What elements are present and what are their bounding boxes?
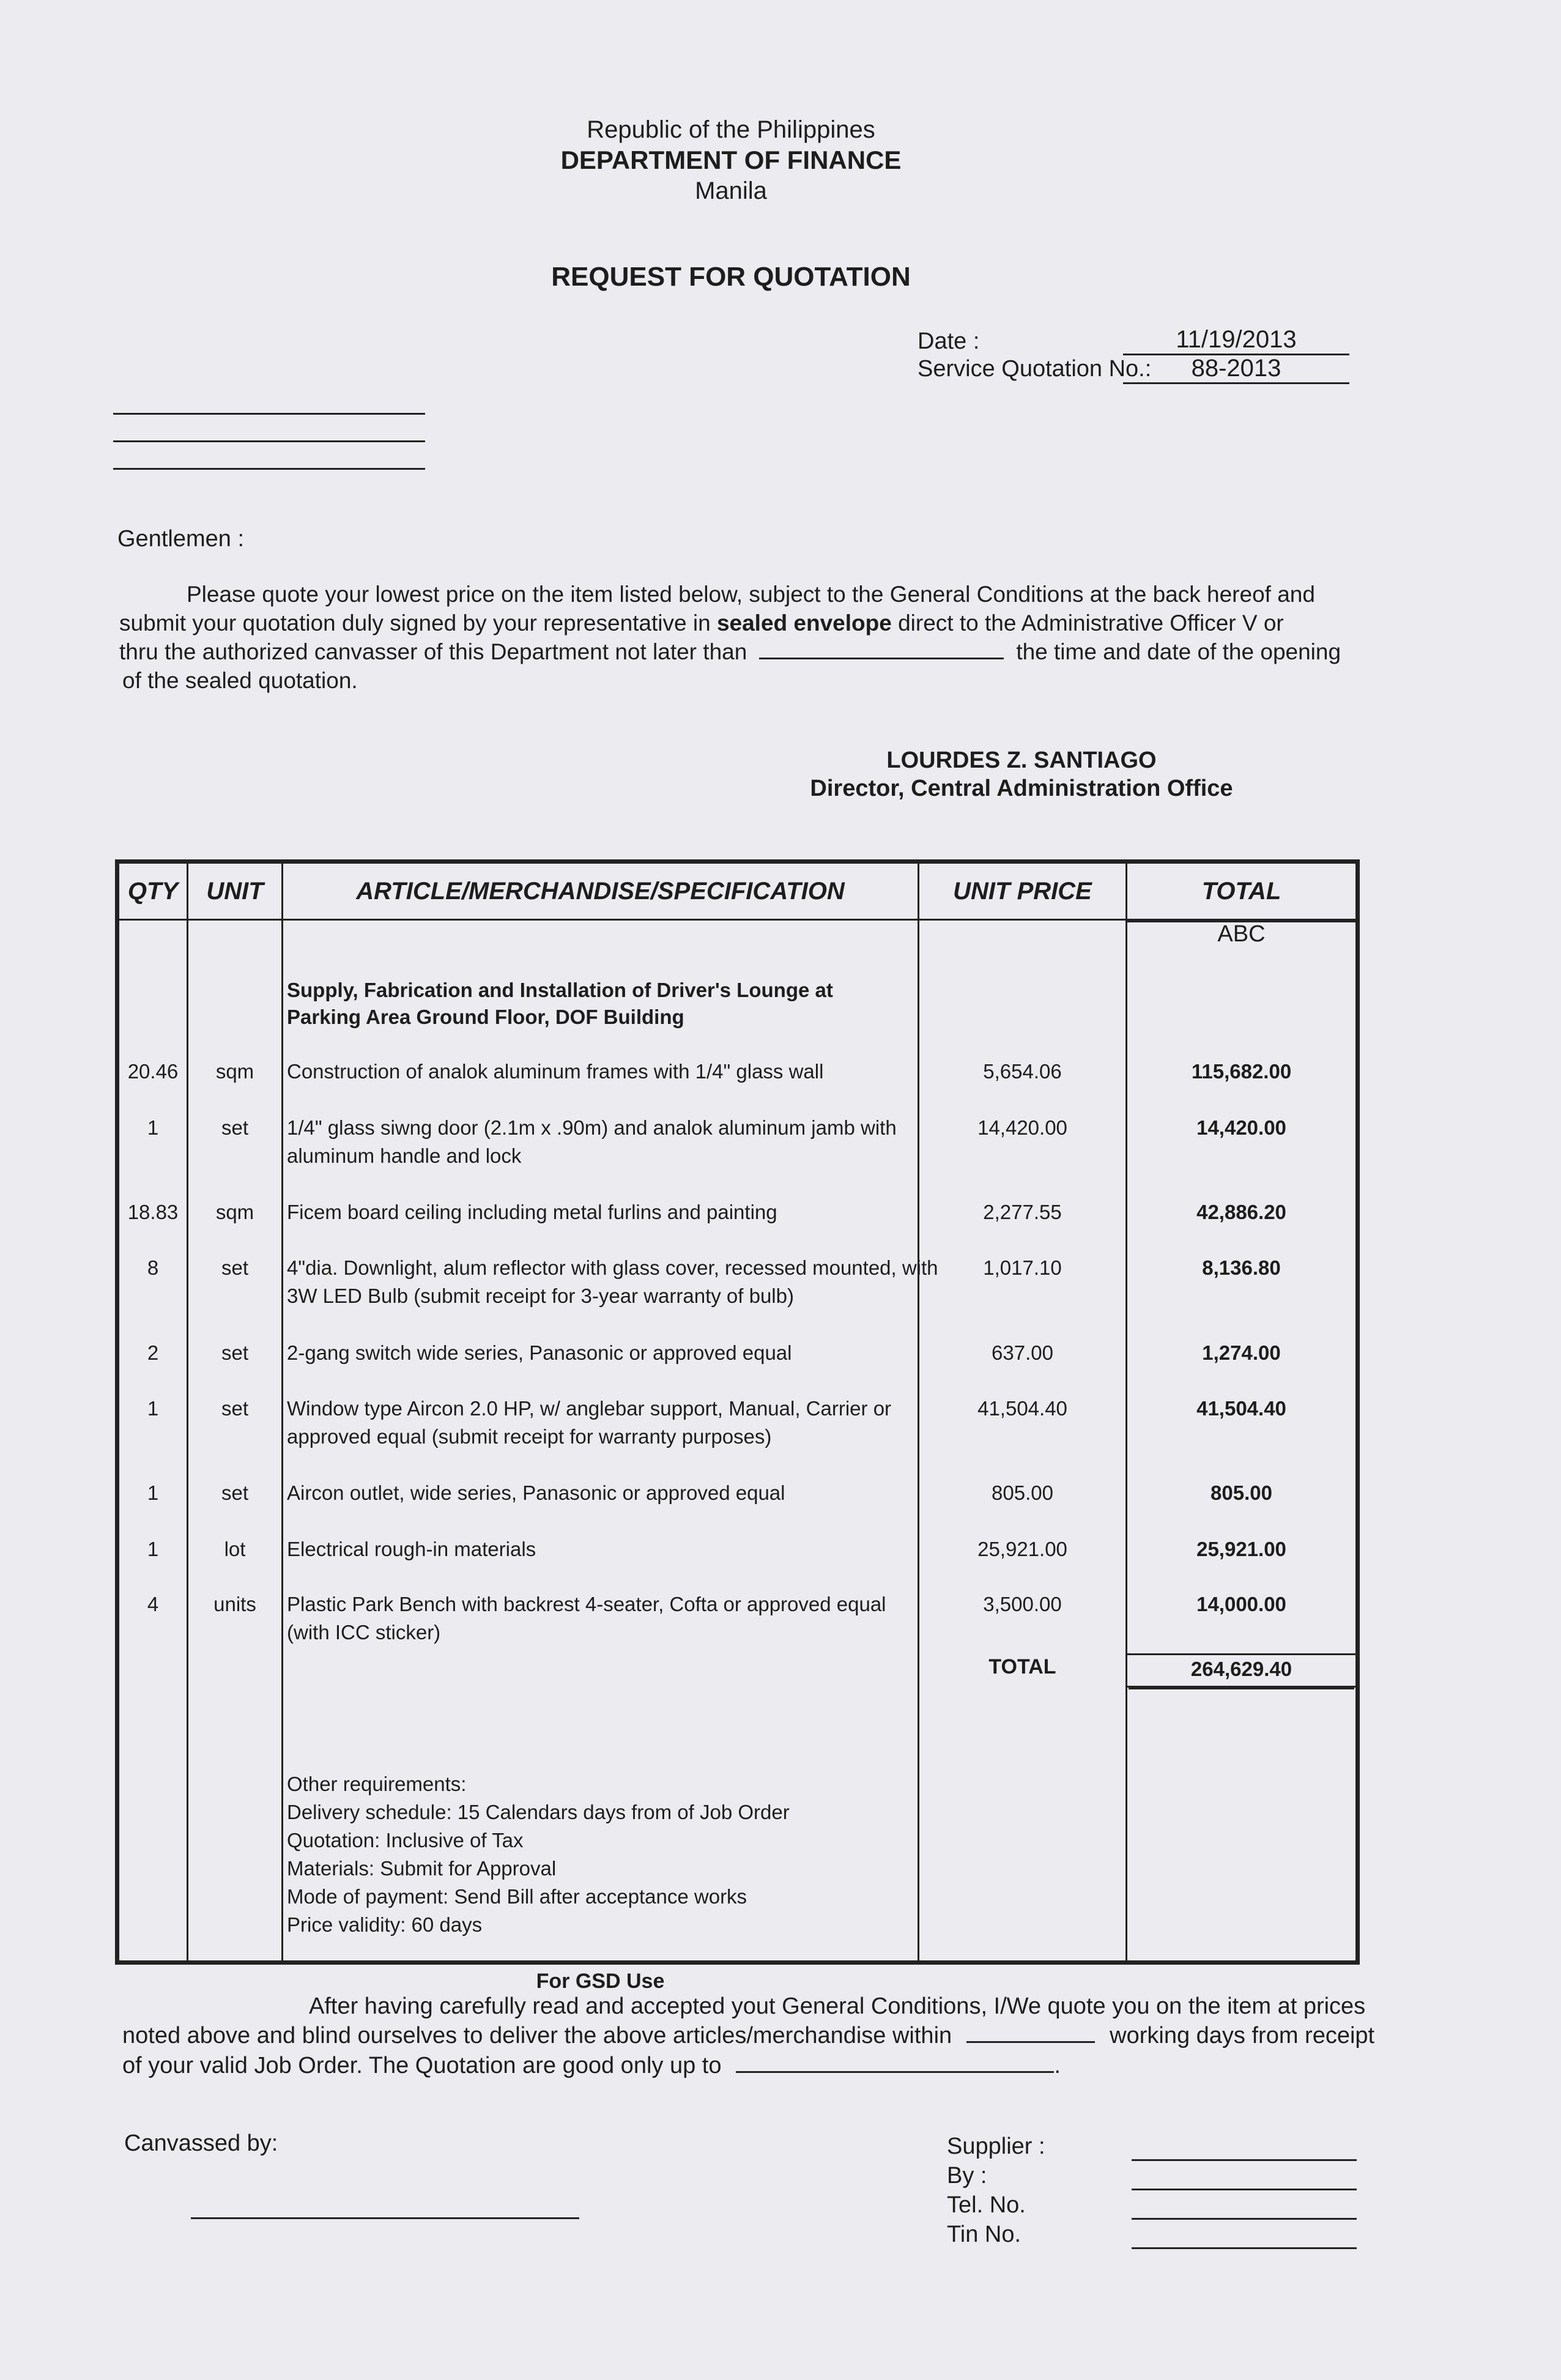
- gsd-use-label: For GSD Use: [536, 1970, 665, 1993]
- unit-price-column: [919, 920, 1127, 1963]
- item-total: 25,921.00: [1196, 1538, 1286, 1560]
- other-req-line: Delivery schedule: 15 Calendars days from of Job Order: [287, 1801, 790, 1823]
- quotation-no-label: Service Quotation No.:: [918, 356, 1152, 382]
- instructions-text: thru the authorized canvasser of this Department not later than: [119, 639, 747, 664]
- item-unit: set: [221, 1341, 249, 1364]
- other-req-line: Price validity: 60 days: [287, 1913, 483, 1936]
- tel-line: [1132, 2218, 1357, 2220]
- item-qty: 4: [147, 1593, 159, 1615]
- total-column: [1127, 920, 1358, 1963]
- item-description: Construction of analok aluminum frames with 1/4" glass wall: [287, 1060, 824, 1083]
- item-unit-price: 805.00: [992, 1481, 1053, 1504]
- acceptance-text: working days from receipt: [1110, 2023, 1375, 2048]
- instructions-text: direct to the Administrative Officer V or: [891, 610, 1284, 636]
- item-unit: units: [213, 1593, 256, 1615]
- total-label: TOTAL: [988, 1655, 1056, 1678]
- supplier-label: Supplier :: [947, 2133, 1045, 2159]
- address-line-1: [113, 413, 425, 415]
- canvasser-signature-line: [191, 2217, 579, 2219]
- header-unit: UNIT: [188, 862, 283, 920]
- quotation-no-value: 88-2013: [1123, 355, 1349, 384]
- item-qty: 1: [147, 1481, 159, 1504]
- header-department: DEPARTMENT OF FINANCE: [560, 146, 902, 174]
- item-description-cont: aluminum handle and lock: [287, 1144, 522, 1167]
- instructions-line-3: [119, 637, 1341, 666]
- item-unit: set: [221, 1256, 249, 1279]
- grand-total: 264,629.40: [1125, 1653, 1357, 1688]
- unit-column: [188, 920, 283, 1963]
- item-qty: 1: [147, 1116, 159, 1139]
- signatory-title: Director, Central Administration Office: [810, 776, 1233, 801]
- document-title: REQUEST FOR QUOTATION: [551, 262, 911, 292]
- item-qty: 18.83: [127, 1201, 179, 1223]
- item-total: 805.00: [1211, 1481, 1272, 1504]
- item-total: 14,000.00: [1196, 1593, 1286, 1615]
- item-total: 1,274.00: [1202, 1341, 1281, 1364]
- acceptance-line-1: After having carefully read and accepted yout General Conditions, I/We quote you on the item at prices: [309, 1993, 1366, 2019]
- total-header-divider: [1125, 921, 1357, 922]
- signatory-name: LOURDES Z. SANTIAGO: [886, 747, 1157, 773]
- tin-label: Tin No.: [947, 2222, 1022, 2247]
- item-description: 4"dia. Downlight, alum reflector with glass cover, recessed mounted, with: [287, 1256, 938, 1279]
- instructions-line-4: of the sealed quotation.: [122, 668, 358, 693]
- instructions-line-2: [119, 609, 1284, 637]
- validity-blank: [736, 2053, 1054, 2073]
- item-qty: 1: [147, 1538, 159, 1560]
- item-total: 8,136.80: [1202, 1256, 1281, 1279]
- by-line: [1132, 2189, 1357, 2190]
- item-description-cont: 3W LED Bulb (submit receipt for 3-year warranty of bulb): [287, 1285, 794, 1307]
- acceptance-text: of your valid Job Order. The Quotation are good only up to: [122, 2053, 722, 2078]
- other-req-line: Mode of payment: Send Bill after acceptance works: [287, 1885, 747, 1908]
- header-city: Manila: [695, 177, 767, 204]
- item-qty: 2: [147, 1341, 159, 1364]
- acceptance-text: .: [1054, 2053, 1061, 2078]
- deadline-blank: [759, 639, 1004, 659]
- header-spec: ARTICLE/MERCHANDISE/SPECIFICATION: [283, 862, 919, 920]
- date-value: 11/19/2013: [1123, 326, 1349, 355]
- item-unit: sqm: [215, 1060, 254, 1083]
- item-description: Ficem board ceiling including metal furlins and painting: [287, 1201, 777, 1223]
- sealed-envelope-emphasis: sealed envelope: [716, 610, 892, 636]
- item-total: 41,504.40: [1196, 1397, 1286, 1420]
- item-unit-price: 1,017.10: [983, 1256, 1062, 1279]
- instructions-text: the time and date of the opening: [1016, 639, 1341, 664]
- item-unit-price: 637.00: [992, 1341, 1053, 1364]
- item-description-cont: (with ICC sticker): [287, 1621, 441, 1644]
- item-description: Aircon outlet, wide series, Panasonic or approved equal: [287, 1481, 785, 1504]
- item-unit: sqm: [215, 1201, 254, 1223]
- item-unit: set: [221, 1397, 249, 1420]
- qty-column: [117, 920, 188, 1963]
- tel-label: Tel. No.: [947, 2192, 1026, 2218]
- other-req-line: Quotation: Inclusive of Tax: [287, 1829, 524, 1852]
- acceptance-line-3: [122, 2050, 1061, 2081]
- item-total: 14,420.00: [1196, 1116, 1286, 1139]
- instructions-line-1: Please quote your lowest price on the item listed below, subject to the General Conditions at the back hereof and: [187, 582, 1315, 607]
- spec-column: [283, 920, 938, 1993]
- item-unit: set: [221, 1116, 249, 1139]
- item-unit-price: 2,277.55: [983, 1201, 1062, 1223]
- item-description: 2-gang switch wide series, Panasonic or approved equal: [287, 1341, 792, 1364]
- acceptance-line-2: [122, 2020, 1374, 2051]
- item-unit: set: [221, 1481, 249, 1504]
- address-line-2: [113, 440, 425, 442]
- delivery-days-blank: [966, 2023, 1095, 2043]
- item-description-cont: approved equal (submit receipt for warranty purposes): [287, 1425, 772, 1448]
- item-unit-price: 41,504.40: [977, 1397, 1067, 1420]
- item-qty: 20.46: [127, 1060, 179, 1083]
- item-description: Electrical rough-in materials: [287, 1538, 536, 1560]
- instructions-text: submit your quotation duly signed by your representative in: [119, 610, 717, 636]
- acceptance-text: noted above and blind ourselves to deliver the above articles/merchandise within: [122, 2023, 952, 2048]
- by-label: By :: [947, 2163, 987, 2189]
- tin-line: [1132, 2247, 1357, 2249]
- item-unit-price: 5,654.06: [983, 1060, 1062, 1083]
- canvassed-by-label: Canvassed by:: [124, 2130, 278, 2156]
- other-req-line: Materials: Submit for Approval: [287, 1857, 557, 1880]
- project-title-line-2: Parking Area Ground Floor, DOF Building: [287, 1006, 684, 1028]
- header-unit-price: UNIT PRICE: [919, 862, 1127, 920]
- item-unit-price: 14,420.00: [977, 1116, 1067, 1139]
- project-title-line-1: Supply, Fabrication and Installation of Driver's Lounge at: [287, 979, 833, 1001]
- item-unit-price: 3,500.00: [983, 1593, 1062, 1615]
- address-line-3: [113, 468, 425, 470]
- header-total: TOTAL: [1127, 862, 1358, 920]
- quotation-table: [115, 859, 1360, 1993]
- item-unit-price: 25,921.00: [977, 1538, 1067, 1560]
- salutation: Gentlemen :: [117, 526, 244, 552]
- item-description: Window type Aircon 2.0 HP, w/ anglebar support, Manual, Carrier or: [287, 1397, 892, 1420]
- item-qty: 8: [147, 1256, 159, 1279]
- item-total: 42,886.20: [1196, 1201, 1286, 1223]
- item-description: 1/4" glass siwng door (2.1m x .90m) and analok aluminum jamb with: [287, 1116, 897, 1139]
- item-qty: 1: [147, 1397, 159, 1420]
- date-label: Date :: [918, 328, 980, 354]
- supplier-line: [1132, 2159, 1357, 2161]
- item-total: 115,682.00: [1191, 1060, 1292, 1083]
- abc-label: ABC: [1217, 921, 1266, 947]
- item-description: Plastic Park Bench with backrest 4-seater, Cofta or approved equal: [287, 1593, 886, 1615]
- other-req-line: Other requirements:: [287, 1773, 467, 1795]
- header-republic: Republic of the Philippines: [587, 116, 875, 143]
- item-unit: lot: [224, 1538, 246, 1560]
- header-qty: QTY: [117, 862, 188, 920]
